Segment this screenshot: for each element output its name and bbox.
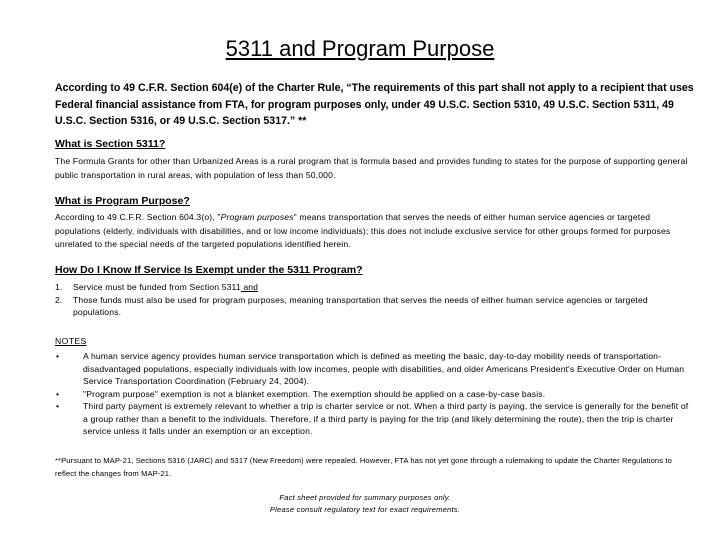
exempt-heading: How Do I Know If Service Is Exempt under the 5311 Program? — [55, 264, 363, 276]
note-item — [55, 400, 695, 438]
program-purpose-term: Program purposes — [220, 212, 294, 222]
notes-list — [55, 350, 695, 438]
notes-heading: NOTES — [55, 336, 87, 346]
section-5311-heading: What is Section 5311? — [55, 138, 166, 150]
program-purpose-body-pre: According to 49 C.F.R. Section 604.3(o), " — [55, 212, 221, 222]
intro-paragraph: According to 49 C.F.R. Section 604(e) of the Charter Rule, “The requirements of this part shall not apply to a recipient that uses Federal financial assistance from FTA, for program purposes only, under 49 U.S.C. Section 5310, 49 U.S.C. Section 5311, 49 U.S.C. Section 5316, or 49 U.S.C. Section 5317.” ** — [55, 82, 694, 127]
note-text: A human service agency provides human service transportation which is defined as meeting the basic, day-to-day mobility needs of transportation-disadvantaged populations, especially individuals with low incomes, people with disabilities, and older Americans President's Executive Order on Human Service Transportation Coordination (February 24, 2004). — [83, 351, 685, 386]
fact-sheet-disclaimer — [0, 492, 720, 515]
list-item — [55, 281, 695, 294]
page-title-text: 5311 and Program Purpose — [225, 36, 495, 61]
note-text: "Program purpose" exemption is not a blanket exemption. The exemption should be applied on a case-by-case basis. — [83, 388, 546, 399]
note-text: Third party payment is extremely relevant to whether a trip is charter service or not. When a third party is paying, the service is generally for the benefit of a group rather than a benefit to the individuals. Therefore, if a third party is paying for the trip (and likely determining the route), then the trip is charter service unless it falls under an exemption or an exception. — [83, 401, 689, 436]
bullet-icon: • — [56, 388, 60, 399]
section-5311-body: The Formula Grants for other than Urbanized Areas is a rural program that is formula based and provides funding to states for the purpose of supporting general public transportation in rural areas, with population of less than 50,000. — [55, 156, 688, 180]
list-item-text: Those funds must also be used for program purposes, meaning transportation that serves the needs of either human service agencies or targeted populations. — [73, 294, 648, 317]
program-purpose-body — [55, 211, 695, 252]
list-item-text — [73, 281, 695, 294]
bullet-icon: • — [56, 401, 60, 411]
list-item-text-main: Service must be funded from Section 5311 — [73, 282, 241, 292]
list-item — [55, 294, 695, 319]
disclaimer-line-2: Please consult regulatory text for exact requirements. — [269, 504, 461, 514]
bullet-icon: • — [56, 351, 60, 361]
exempt-criteria-list — [55, 281, 695, 319]
disclaimer-line-1: Fact sheet provided for summary purposes only. — [279, 493, 451, 502]
list-item-number: 2. — [55, 294, 63, 305]
program-purpose-heading: What is Program Purpose? — [55, 195, 190, 207]
page-title — [0, 36, 720, 62]
note-item — [55, 388, 695, 401]
program-purpose-body-post: " means transportation that serves the needs of either human service agencies or targeted populations (elderly, individuals with disabilities, and or low income individuals); this does not include exclusive service for other groups formed for purposes unrelated to the special needs of the targeted populations identified herein. — [55, 212, 671, 249]
footnote: **Pursuant to MAP-21, Sections 5316 (JARC) and 5317 (New Freedom) were repealed. However, FTA has not yet gone through a rulemaking to update the Charter Regulations to reflect the changes from MAP-21. — [55, 456, 672, 478]
list-item-text-and: and — [240, 282, 259, 292]
note-item — [55, 350, 695, 388]
list-item-number: 1. — [55, 282, 63, 292]
